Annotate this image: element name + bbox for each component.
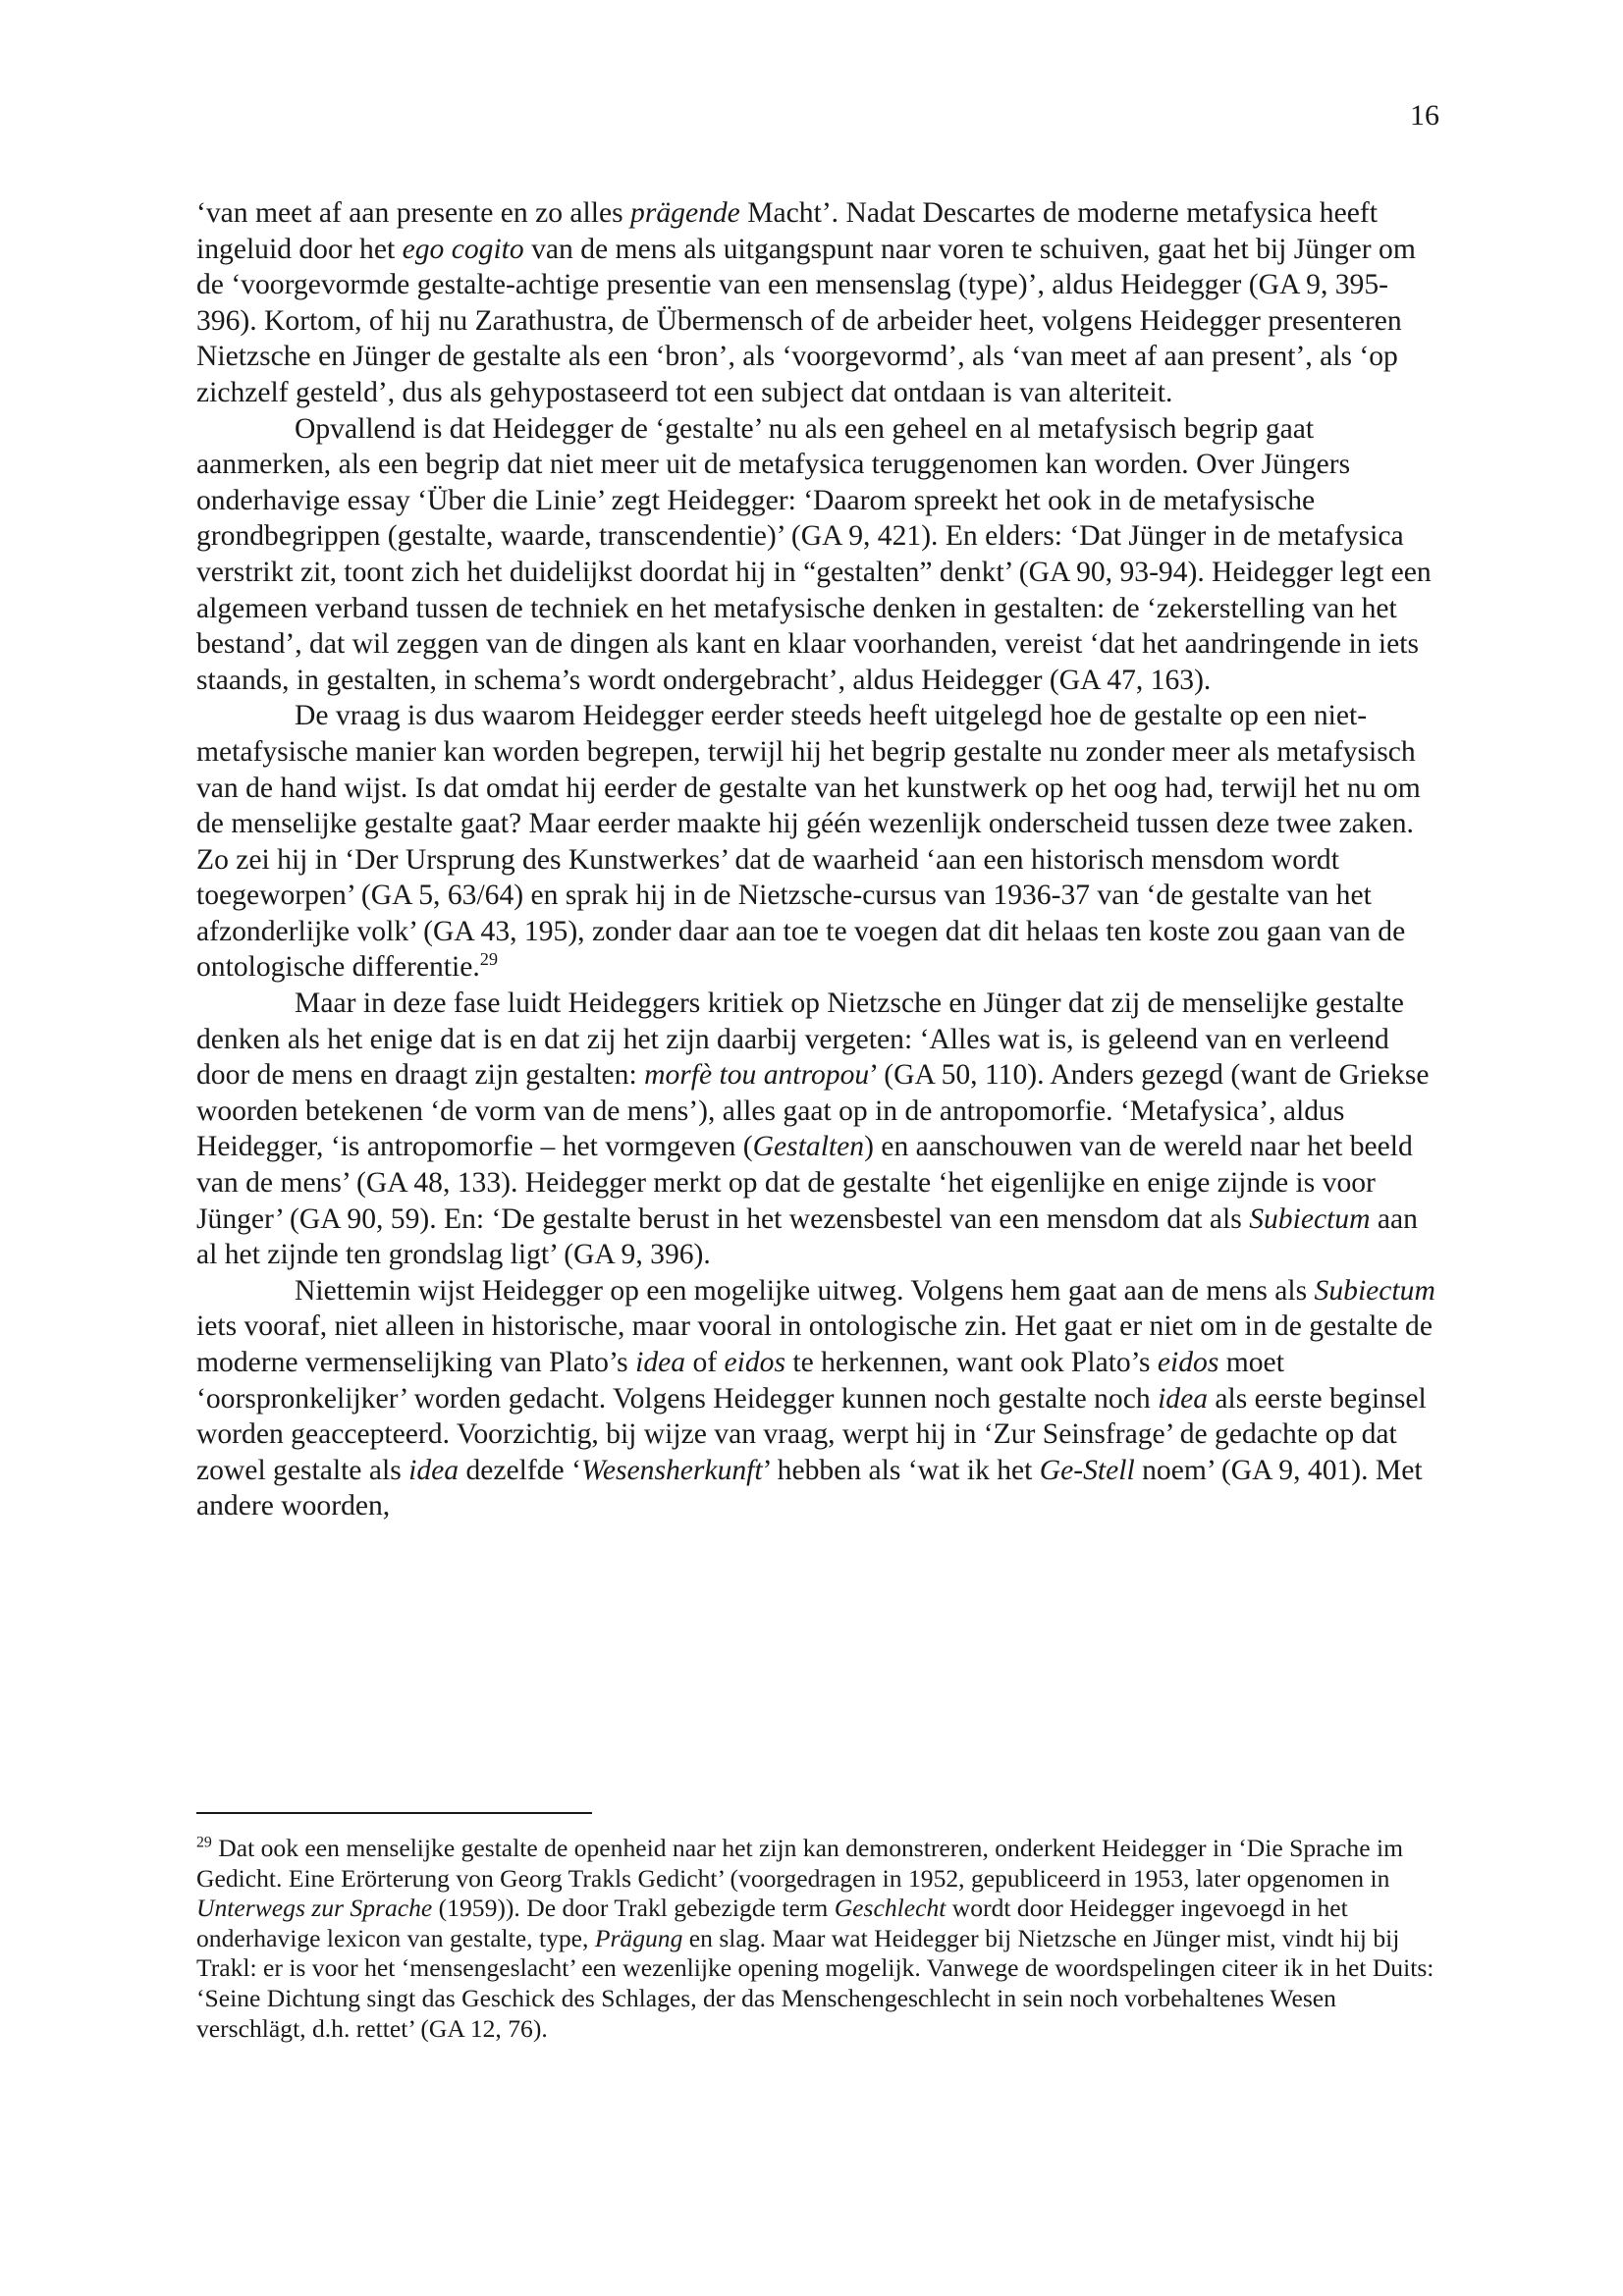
paragraph-3 bbox=[196, 698, 1438, 986]
body-text bbox=[196, 195, 1438, 1524]
text-run: dezelfde ‘ bbox=[459, 1454, 581, 1486]
italic-term: Geschlecht bbox=[834, 1894, 947, 1923]
text-run: van de mens als uitgangspunt naar voren te schuiven, gaat het bij Jünger om de ‘voorgevormde gestalte-achtige presentie van een mensenslag (type)’, aldus Heidegger (GA 9, 395-396). Kortom, of hij nu Zarathustra, de Übermensch of de arbeider heet, volgens Heidegger presenteren Nietzsche en Jünger de gestalte als een ‘bron’, als ‘voorgevormd’, als ‘van meet af aan present’, als ‘op zichzelf gesteld’, dus als gehypostaseerd tot een subject dat ontdaan is van alteriteit. bbox=[196, 233, 1416, 408]
italic-term: idea bbox=[408, 1454, 460, 1486]
text-run: en slag. Maar wat Heidegger bij Nietzsche en Jünger mist, vindt hij bij Trakl: er is voor het ‘mensengeslacht’ een wezenlijke opening mogelijk. Vanwege de woordspelingen citeer ik in het Duits: ‘Seine Dichtung singt das Geschick des Schlages, der das Menschengeschlecht in sein noch vorbehaltenes Wesen verschlägt, d.h. rettet’ (GA 12, 76). bbox=[196, 1923, 1434, 2043]
text-run: Opvallend is dat Heidegger de ‘gestalte’ nu als een geheel en al metafysisch begrip gaat aanmerken, als een begrip dat niet meer uit de metafysica teruggenomen kan worden. Over Jüngers onderhavige essay ‘Über die Linie’ zegt Heidegger: ‘Daarom spreekt het ook in de metafysische grondbegrippen (gestalte, waarde, transcendentie)’ (GA 9, 421). En elders: ‘Dat Jünger in de metafysica verstrikt zit, toont zich het duidelijkst doordat hij in “gestalten” denkt’ (GA 90, 93-94). Heidegger legt een algemeen verband tussen de techniek en het metafysische denken in gestalten: de ‘zekerstelling van het bestand’, dat wil zeggen van de dingen als kant en klaar voorhanden, vereist ‘dat het aandringende in iets staands, in gestalten, in schema’s wordt ondergebracht’, aldus Heidegger (GA 47, 163). bbox=[196, 412, 1432, 696]
text-run: Maar in deze fase luidt Heideggers kritiek op Nietzsche en Jünger dat zij de menselijke gestalte denken als het enige dat is en dat zij het zijn daarbij vergeten: ‘Alles wat is, is geleend van en verleend door de mens en draagt zijn gestalten: bbox=[196, 988, 1404, 1092]
italic-term: idea bbox=[1158, 1382, 1209, 1415]
text-run: ‘van meet af aan presente en zo alles bbox=[196, 197, 631, 229]
paragraph-2 bbox=[196, 411, 1438, 699]
paragraph-4 bbox=[196, 986, 1438, 1273]
italic-term: prägende bbox=[630, 197, 740, 229]
page-number: 16 bbox=[1410, 99, 1439, 132]
text-run: iets vooraf, niet alleen in historische, maar vooral in ontologische zin. Het gaat er niet om in de gestalte de moderne vermenselijking van Plato’s bbox=[196, 1310, 1433, 1378]
italic-term: Unterwegs zur Sprache bbox=[196, 1894, 433, 1923]
italic-term: idea bbox=[635, 1347, 686, 1378]
text-run: te herkennen, want ook Plato’s bbox=[784, 1347, 1158, 1378]
footnote-marker: 29 bbox=[479, 949, 499, 970]
text-run: De vraag is dus waarom Heidegger eerder steeds heeft uitgelegd hoe de gestalte op een niet-metafysische manier kan worden begrepen, terwijl hij het begrip gestalte nu zonder meer als metafysisch van de hand wijst. Is dat omdat hij eerder de gestalte van het kunstwerk op het oog had, terwijl het nu om de menselijke gestalte gaat? Maar eerder maakte hij géén wezenlijk onderscheid tussen deze twee zaken. Zo zei hij in ‘Der Ursprung des Kunstwerkes’ dat de waarheid ‘aan een historisch mensdom wordt toegeworpen’ (GA 5, 63/64) en sprak hij in de Nietzsche-cursus van 1936-37 van ‘de gestalte van het afzonderlijke volk’ (GA 43, 195), zonder daar aan toe te voegen dat dit helaas ten koste zou gaan van de ontologische differentie. bbox=[196, 700, 1421, 984]
italic-term: Prägung bbox=[594, 1923, 683, 1952]
italic-term: Ge-Stell bbox=[1039, 1454, 1135, 1486]
text-run: Macht’. Nadat Descartes de moderne metafysica heeft ingeluid door het bbox=[196, 197, 1378, 265]
italic-term: eidos bbox=[724, 1347, 785, 1378]
text-run: ’ hebben als ‘wat ik het bbox=[762, 1454, 1040, 1486]
italic-term: Gestalten bbox=[752, 1131, 865, 1163]
text-run: aan al het zijnde ten grondslag ligt’ (GA 9, 396). bbox=[196, 1202, 1418, 1271]
text-run: Dat ook een menselijke gestalte de openheid naar het zijn kan demonstreren, onderkent Heidegger in ‘Die Sprache im Gedicht. Eine Erörterung von Georg Trakls Gedicht’ (voorgedragen in 1952, gepubliceerd in 1953, later opgenomen in bbox=[196, 1834, 1403, 1893]
italic-term: ego cogito bbox=[402, 233, 524, 265]
italic-term: eidos bbox=[1157, 1347, 1219, 1378]
text-run: noem’ (GA 9, 401). Met andere woorden, bbox=[196, 1454, 1423, 1522]
footnote-separator bbox=[196, 1812, 592, 1814]
text-run: Niettemin wijst Heidegger op een mogelijke uitweg. Volgens hem gaat aan de mens als bbox=[295, 1274, 1315, 1307]
text-run: of bbox=[685, 1347, 725, 1378]
paragraph-1 bbox=[196, 195, 1438, 411]
text-run: (1959)). De door Trakl gebezigde term bbox=[432, 1894, 835, 1923]
italic-term: Wesensherkunft bbox=[580, 1454, 763, 1486]
italic-term: Subiectum bbox=[1249, 1202, 1371, 1235]
paragraph-5 bbox=[196, 1273, 1438, 1524]
text-run: moet ‘oorspronkelijker’ worden gedacht. Volgens Heidegger kunnen noch gestalte noch bbox=[196, 1347, 1284, 1415]
italic-term: Subiectum bbox=[1314, 1274, 1435, 1307]
footnote-29 bbox=[196, 1834, 1443, 2044]
text-run: ) en aanschouwen van de wereld naar het beeld van de mens’ (GA 48, 133). Heidegger merkt op dat de gestalte ‘het eigenlijke en enige zijnde is voor Jünger’ (GA 90, 59). En: ‘De gestalte berust in het wezensbestel van een mensdom dat als bbox=[196, 1131, 1413, 1235]
text-run: als eerste beginsel worden geaccepteerd. Voorzichtig, bij wijze van vraag, werpt hij in ‘Zur Seinsfrage’ de gedachte op dat zowel gestalte als bbox=[196, 1382, 1427, 1486]
italic-term: morfè tou antropou bbox=[644, 1059, 870, 1092]
text-run: ’ (GA 50, 110). Anders gezegd (want de Griekse woorden betekenen ‘de vorm van de mens’), alles gaat op in de antropomorfie. ‘Metafysica’, aldus Heidegger, ‘is antropomorfie – het vormgeven ( bbox=[196, 1059, 1430, 1163]
footnote-marker: 29 bbox=[196, 1834, 212, 1851]
text-run: wordt door Heidegger ingevoegd in het onderhavige lexicon van gestalte, type, bbox=[196, 1894, 1348, 1952]
